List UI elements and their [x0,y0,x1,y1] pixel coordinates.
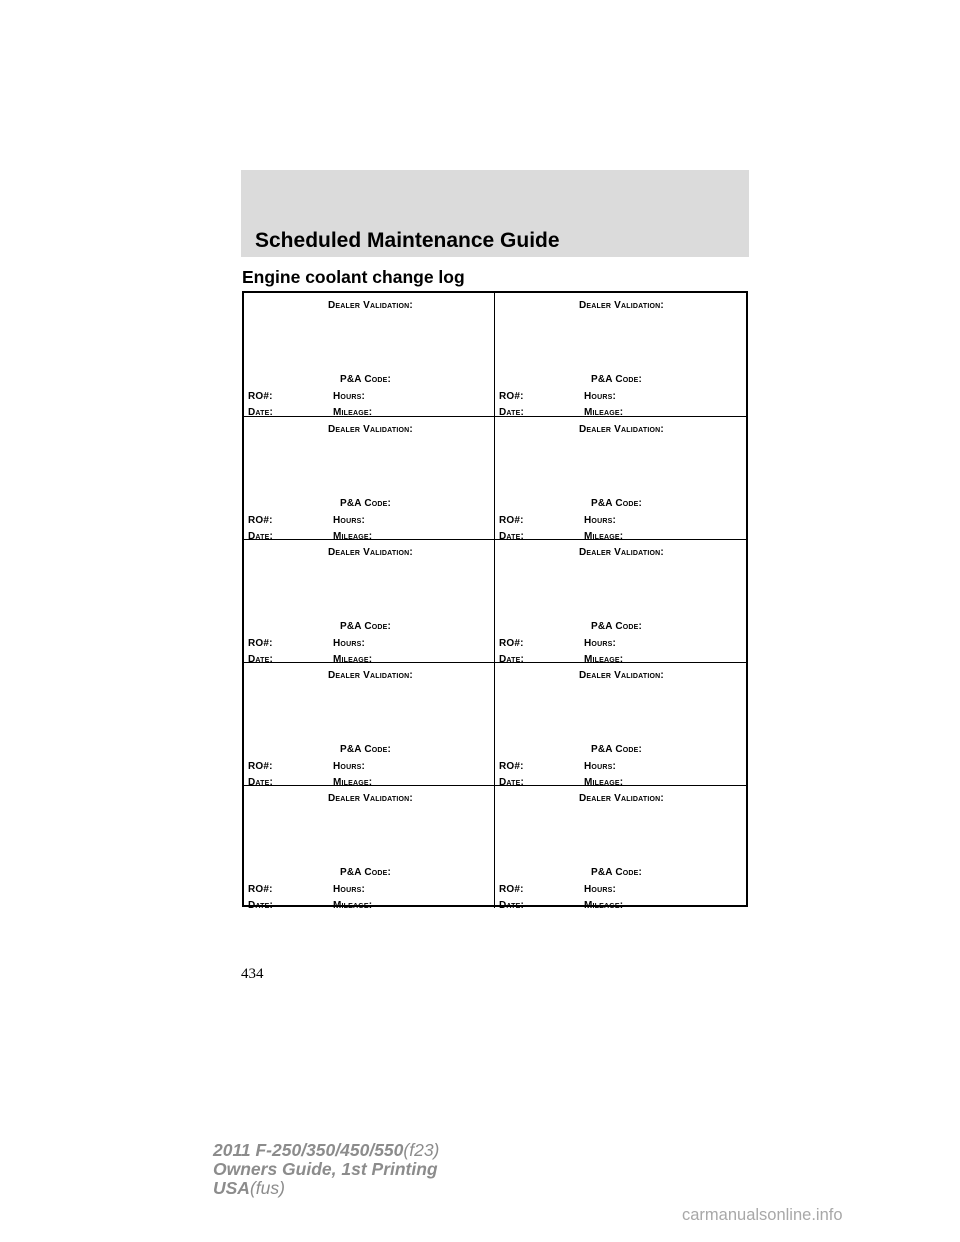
hours-label: Hours: [333,884,365,895]
footer-market-code: (fus) [249,1178,285,1198]
mileage-label: Mileage: [584,531,624,542]
pa-code-label: P&A Code: [591,867,643,878]
footer-model-code: (f23) [403,1140,440,1160]
date-label: Date: [248,900,274,911]
mileage-label: Mileage: [333,654,373,665]
ro-number-label: RO#: [248,638,273,649]
pa-code-label: P&A Code: [340,621,392,632]
ro-number-label: RO#: [248,391,273,402]
hours-label: Hours: [333,391,365,402]
page-number: 434 [241,966,264,982]
dealer-validation-label: Dealer Validation: [579,300,664,311]
hours-label: Hours: [584,515,616,526]
log-row [244,416,746,542]
mileage-label: Mileage: [584,407,624,418]
date-label: Date: [499,407,525,418]
dealer-validation-label: Dealer Validation: [579,547,664,558]
hours-label: Hours: [333,761,365,772]
ro-number-label: RO#: [499,761,524,772]
mileage-label: Mileage: [584,900,624,911]
ro-number-label: RO#: [248,884,273,895]
coolant-change-log-table [242,291,748,911]
ro-number-label: RO#: [499,515,524,526]
hours-label: Hours: [584,638,616,649]
pa-code-label: P&A Code: [340,867,392,878]
ro-number-label: RO#: [248,761,273,772]
date-label: Date: [248,777,274,788]
log-row [244,539,746,665]
watermark: carmanualsonline.info [682,1206,843,1224]
pa-code-label: P&A Code: [591,621,643,632]
pa-code-label: P&A Code: [340,498,392,509]
hours-label: Hours: [584,884,616,895]
pa-code-label: P&A Code: [591,498,643,509]
dealer-validation-label: Dealer Validation: [579,424,664,435]
ro-number-label: RO#: [499,391,524,402]
hours-label: Hours: [584,391,616,402]
dealer-validation-label: Dealer Validation: [328,300,413,311]
date-label: Date: [499,900,525,911]
footer-print-info [213,1141,439,1198]
pa-code-label: P&A Code: [340,374,392,385]
pa-code-label: P&A Code: [591,744,643,755]
ro-number-label: RO#: [499,884,524,895]
pa-code-label: P&A Code: [340,744,392,755]
log-title: Engine coolant change log [242,267,465,287]
date-label: Date: [499,654,525,665]
footer-market: USA [213,1178,250,1198]
mileage-label: Mileage: [333,407,373,418]
mileage-label: Mileage: [333,777,373,788]
date-label: Date: [248,654,274,665]
pa-code-label: P&A Code: [591,374,643,385]
date-label: Date: [499,531,525,542]
dealer-validation-label: Dealer Validation: [579,670,664,681]
date-label: Date: [248,531,274,542]
log-entry-cell [495,293,746,416]
log-entry-cell [244,540,495,665]
log-row [244,785,746,911]
hours-label: Hours: [333,638,365,649]
log-entry-cell [495,786,746,911]
footer-guide-printing: Owners Guide, 1st Printing [213,1159,438,1179]
dealer-validation-label: Dealer Validation: [328,793,413,804]
hours-label: Hours: [584,761,616,772]
footer-model: 2011 F-250/350/450/550 [213,1140,404,1160]
log-entry-cell [244,663,495,788]
mileage-label: Mileage: [333,900,373,911]
log-entry-cell [495,540,746,665]
ro-number-label: RO#: [499,638,524,649]
dealer-validation-label: Dealer Validation: [328,547,413,558]
log-row [244,293,746,416]
log-entry-cell [495,417,746,542]
log-entry-cell [495,663,746,788]
dealer-validation-label: Dealer Validation: [328,670,413,681]
hours-label: Hours: [333,515,365,526]
dealer-validation-label: Dealer Validation: [579,793,664,804]
log-entry-cell [244,293,495,416]
mileage-label: Mileage: [333,531,373,542]
mileage-label: Mileage: [584,654,624,665]
date-label: Date: [248,407,274,418]
mileage-label: Mileage: [584,777,624,788]
section-title: Scheduled Maintenance Guide [255,229,560,252]
log-entry-cell [244,417,495,542]
log-row [244,662,746,788]
ro-number-label: RO#: [248,515,273,526]
date-label: Date: [499,777,525,788]
dealer-validation-label: Dealer Validation: [328,424,413,435]
log-entry-cell [244,786,495,911]
